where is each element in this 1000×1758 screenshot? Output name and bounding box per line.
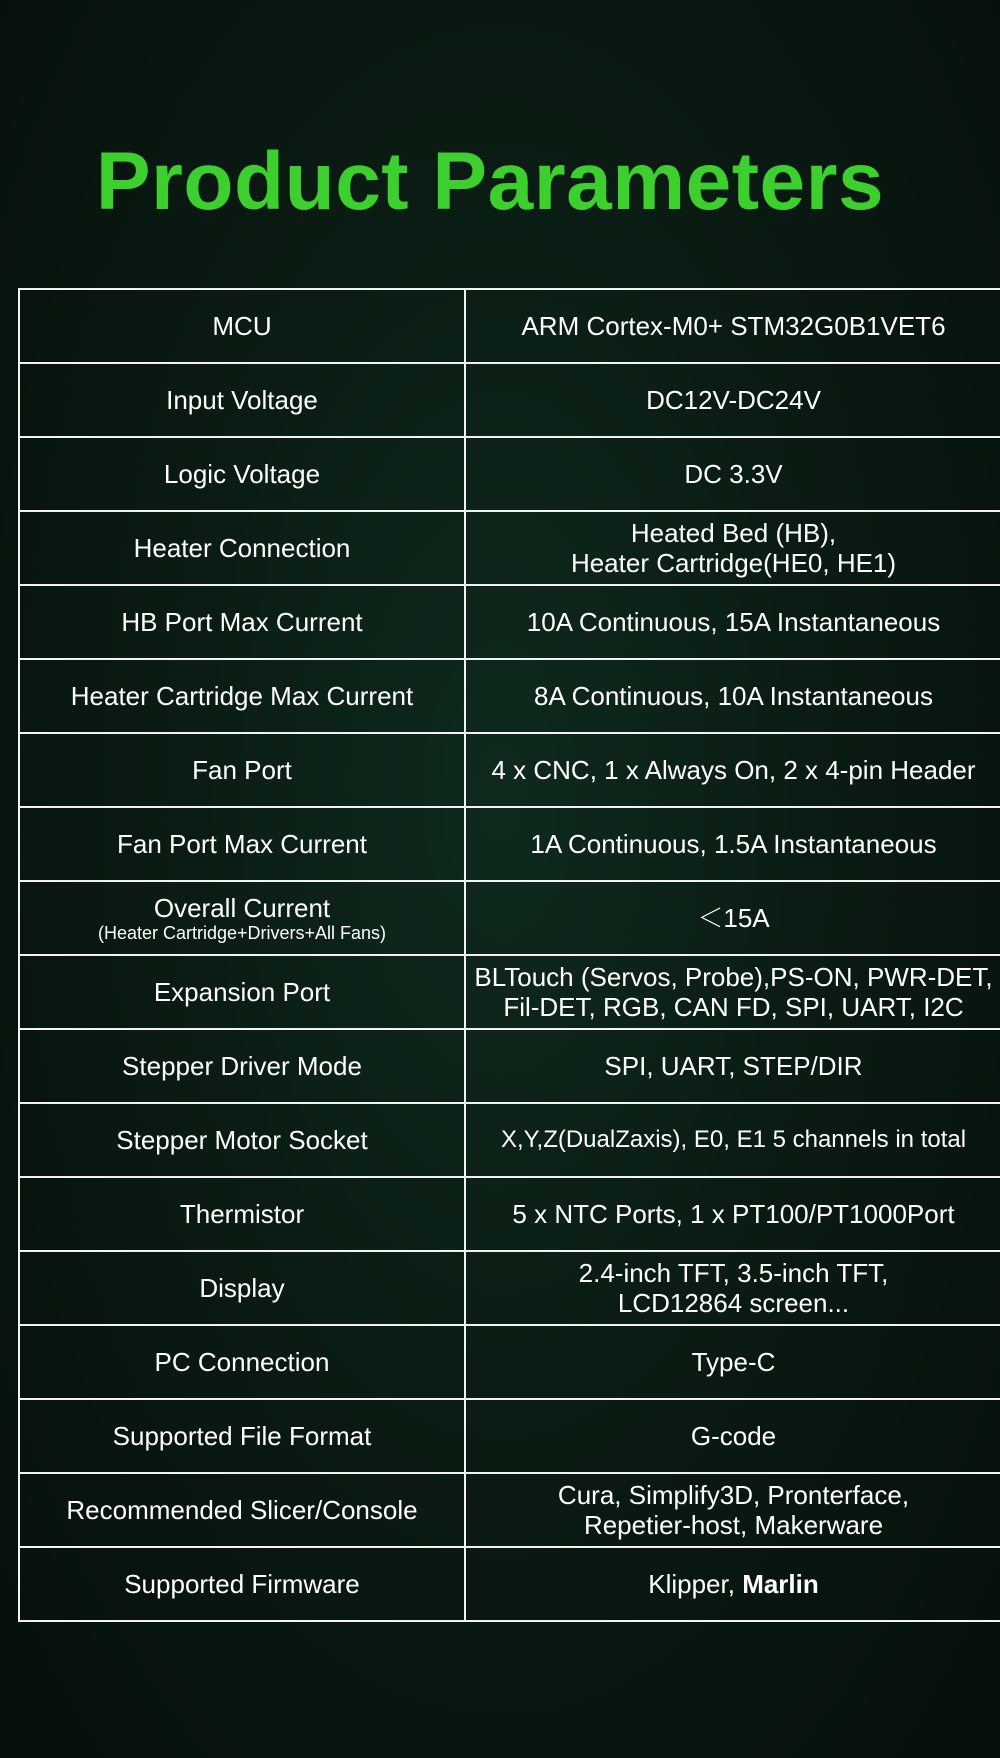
table-row xyxy=(19,1251,1000,1325)
param-value: DC 3.3V xyxy=(465,437,1000,511)
param-label: PC Connection xyxy=(19,1325,465,1399)
table-row xyxy=(19,289,1000,363)
param-label: Stepper Motor Socket xyxy=(19,1103,465,1177)
param-value: Type-C xyxy=(465,1325,1000,1399)
param-label: Fan Port xyxy=(19,733,465,807)
param-label: Fan Port Max Current xyxy=(19,807,465,881)
param-value: 8A Continuous, 10A Instantaneous xyxy=(465,659,1000,733)
table-row xyxy=(19,1547,1000,1621)
value-line: Fil-DET, RGB, CAN FD, SPI, UART, I2C xyxy=(503,992,964,1022)
value-line: Heated Bed (HB), xyxy=(630,518,837,548)
param-label: Heater Cartridge Max Current xyxy=(19,659,465,733)
param-value: X,Y,Z(DualZaxis), E0, E1 5 channels in total xyxy=(465,1103,1000,1177)
param-value: G-code xyxy=(465,1399,1000,1473)
param-value xyxy=(465,955,1000,1029)
table-row xyxy=(19,363,1000,437)
table-row xyxy=(19,955,1000,1029)
page-title: Product Parameters xyxy=(95,136,885,227)
parameters-table xyxy=(18,288,1000,1622)
param-label: HB Port Max Current xyxy=(19,585,465,659)
param-label: Stepper Driver Mode xyxy=(19,1029,465,1103)
param-value: 1A Continuous, 1.5A Instantaneous xyxy=(465,807,1000,881)
value-line: Heater Cartridge(HE0, HE1) xyxy=(570,548,897,578)
param-sublabel: (Heater Cartridge+Drivers+All Fans) xyxy=(97,923,387,943)
param-value: 10A Continuous, 15A Instantaneous xyxy=(465,585,1000,659)
param-value xyxy=(465,511,1000,585)
param-value: DC12V-DC24V xyxy=(465,363,1000,437)
table-row xyxy=(19,511,1000,585)
table-row xyxy=(19,437,1000,511)
table-row xyxy=(19,1473,1000,1547)
table-row xyxy=(19,881,1000,955)
value-line: 2.4-inch TFT, 3.5-inch TFT, xyxy=(578,1258,889,1288)
param-label xyxy=(19,881,465,955)
param-value: 5 x NTC Ports, 1 x PT100/PT1000Port xyxy=(465,1177,1000,1251)
param-value xyxy=(465,1473,1000,1547)
value-line: Repetier-host, Makerware xyxy=(583,1510,884,1540)
param-value xyxy=(465,1251,1000,1325)
param-label: Recommended Slicer/Console xyxy=(19,1473,465,1547)
param-label: Input Voltage xyxy=(19,363,465,437)
param-value: ＜15A xyxy=(465,881,1000,955)
table-row xyxy=(19,733,1000,807)
value-line: BLTouch (Servos, Probe),PS-ON, PWR-DET, xyxy=(474,962,993,992)
param-label-main: Overall Current xyxy=(153,893,331,923)
param-value xyxy=(465,1547,1000,1621)
param-value: ARM Cortex-M0+ STM32G0B1VET6 xyxy=(465,289,1000,363)
table-row xyxy=(19,1029,1000,1103)
table-row xyxy=(19,1399,1000,1473)
param-value: SPI, UART, STEP/DIR xyxy=(465,1029,1000,1103)
value-line: LCD12864 screen... xyxy=(617,1288,850,1318)
table-row xyxy=(19,1103,1000,1177)
table-row xyxy=(19,659,1000,733)
table-row xyxy=(19,1177,1000,1251)
table-row xyxy=(19,585,1000,659)
param-label: Supported Firmware xyxy=(19,1547,465,1621)
param-label: Display xyxy=(19,1251,465,1325)
value-part: Klipper, xyxy=(648,1569,743,1599)
param-label: Heater Connection xyxy=(19,511,465,585)
param-value: 4 x CNC, 1 x Always On, 2 x 4-pin Header xyxy=(465,733,1000,807)
param-label: Logic Voltage xyxy=(19,437,465,511)
value-line: Cura, Simplify3D, Pronterface, xyxy=(557,1480,910,1510)
table-row xyxy=(19,807,1000,881)
param-label: MCU xyxy=(19,289,465,363)
param-label: Supported File Format xyxy=(19,1399,465,1473)
param-label: Thermistor xyxy=(19,1177,465,1251)
param-label: Expansion Port xyxy=(19,955,465,1029)
table-row xyxy=(19,1325,1000,1399)
value-part: Marlin xyxy=(742,1569,819,1599)
